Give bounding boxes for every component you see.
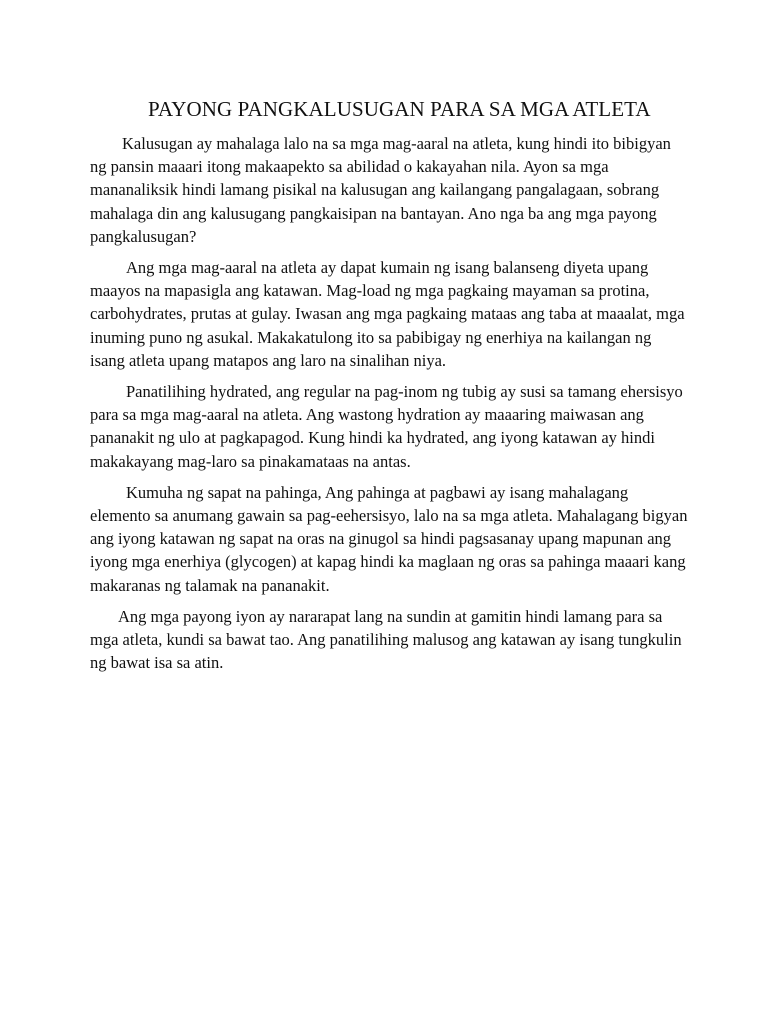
paragraph-diet: Ang mga mag-aaral na atleta ay dapat kumain ng isang balanseng diyeta upang maayos na mapasigla ang katawan. Mag-load ng mga pagkaing mayaman sa protina, carbohydrates, prutas at gulay. Iwasan ang mga pagkaing mataas ang taba at maaalat, mga inuming puno ng asukal. Makakatulong ito sa pabibigay ng enerhiya na kailangan ng isang atleta upang matapos ang laro na sinalihan niya. bbox=[90, 258, 685, 370]
document-body bbox=[90, 94, 690, 682]
paragraph-rest: Kumuha ng sapat na pahinga, Ang pahinga at pagbawi ay isang mahalagang elemento sa anumang gawain sa pag-eehersisyo, lalo na sa mga atleta. Mahalagang bigyan ang iyong katawan ng sapat na oras na ginugol sa hindi pagsasanay upang mapunan ang iyong mga enerhiya (glycogen) at kapag hindi ka maglaan ng oras sa pahinga maaari kang makaranas ng talamak na pananakit. bbox=[90, 482, 688, 595]
document-title: PAYONG PANGKALUSUGAN PARA SA MGA ATLETA bbox=[148, 97, 651, 121]
paragraph-intro: Kalusugan ay mahalaga lalo na sa mga mag-aaral na atleta, kung hindi ito bibigyan ng pansin maaari itong makaapekto sa abilidad o kakayahan nila. Ayon sa mga mananaliksik hindi lamang pisikal na kalusugan ang kailangang pangalagaan, sobrang mahalaga din ang kalusugang pangkaisipan na bantayan. Ano nga ba ang mga payong pangkalusugan? bbox=[90, 134, 671, 246]
paragraph-hydration: Panatilihing hydrated, ang regular na pag-inom ng tubig ay susi sa tamang ehersisyo para sa mga mag-aaral na atleta. Ang wastong hydration ay maaaring maiwasan ang pananakit ng ulo at pagkapagod. Kung hindi ka hydrated, ang iyong katawan ay hindi makakayang mag-laro sa pinakamataas na antas. bbox=[90, 382, 683, 471]
paragraph-conclusion: Ang mga payong iyon ay nararapat lang na sundin at gamitin hindi lamang para sa mga atleta, kundi sa bawat tao. Ang panatilihing malusog ang katawan ay isang tungkulin ng bawat isa sa atin. bbox=[90, 606, 682, 673]
